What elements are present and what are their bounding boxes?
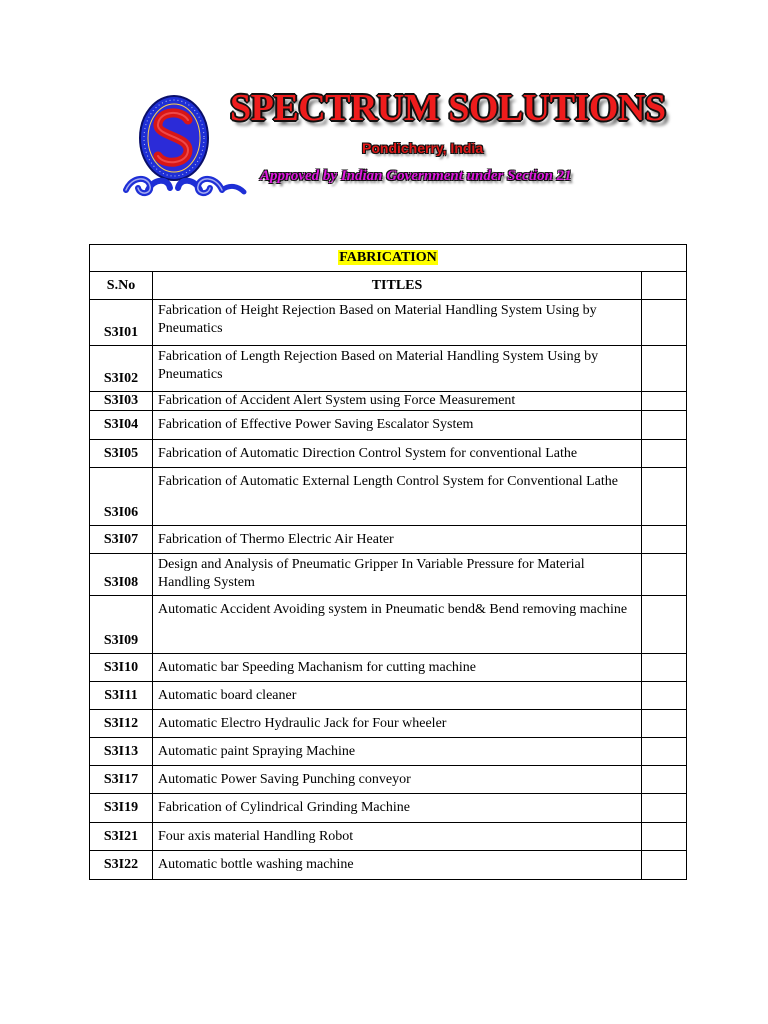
row-title: Fabrication of Length Rejection Based on Material Handling System Using by Pneumatics xyxy=(153,346,642,392)
row-title: Fabrication of Height Rejection Based on Material Handling System Using by Pneumatics xyxy=(153,300,642,346)
table-row xyxy=(90,392,687,411)
table-row xyxy=(90,823,687,851)
row-title: Automatic paint Spraying Machine xyxy=(153,738,642,766)
row-blank-cell xyxy=(642,710,687,738)
row-title: Automatic Power Saving Punching conveyor xyxy=(153,766,642,794)
table-row xyxy=(90,300,687,346)
table-row xyxy=(90,794,687,823)
row-title: Automatic bar Speeding Machanism for cutting machine xyxy=(153,654,642,682)
table-header-row xyxy=(90,272,687,300)
row-blank-cell xyxy=(642,823,687,851)
row-sno: S3I06 xyxy=(90,468,153,526)
table-row xyxy=(90,654,687,682)
row-title: Automatic board cleaner xyxy=(153,682,642,710)
row-sno: S3I03 xyxy=(90,392,153,411)
row-blank-cell xyxy=(642,554,687,596)
column-header-sno: S.No xyxy=(90,272,153,300)
row-title: Fabrication of Effective Power Saving Escalator System xyxy=(153,411,642,440)
row-sno: S3I05 xyxy=(90,440,153,468)
row-blank-cell xyxy=(642,300,687,346)
row-sno: S3I13 xyxy=(90,738,153,766)
row-blank-cell xyxy=(642,682,687,710)
row-sno: S3I21 xyxy=(90,823,153,851)
table-row xyxy=(90,411,687,440)
row-sno: S3I11 xyxy=(90,682,153,710)
table-row xyxy=(90,526,687,554)
row-blank-cell xyxy=(642,411,687,440)
row-title: Fabrication of Accident Alert System using Force Measurement xyxy=(153,392,642,411)
row-sno: S3I01 xyxy=(90,300,153,346)
row-blank-cell xyxy=(642,851,687,880)
row-sno: S3I22 xyxy=(90,851,153,880)
row-blank-cell xyxy=(642,766,687,794)
table-row xyxy=(90,468,687,526)
table-caption-cell xyxy=(90,245,687,272)
letterhead xyxy=(110,82,670,202)
table-row xyxy=(90,682,687,710)
row-blank-cell xyxy=(642,346,687,392)
table-row xyxy=(90,346,687,392)
row-title: Fabrication of Automatic External Length Control System for Conventional Lathe xyxy=(153,468,642,526)
row-blank-cell xyxy=(642,392,687,411)
row-blank-cell xyxy=(642,654,687,682)
row-sno: S3I02 xyxy=(90,346,153,392)
row-sno: S3I17 xyxy=(90,766,153,794)
company-approval: Approved by Indian Government under Section 21 xyxy=(260,168,572,184)
row-sno: S3I10 xyxy=(90,654,153,682)
row-blank-cell xyxy=(642,468,687,526)
projects-table-container xyxy=(89,244,686,880)
row-title: Fabrication of Automatic Direction Control System for conventional Lathe xyxy=(153,440,642,468)
row-sno: S3I08 xyxy=(90,554,153,596)
row-blank-cell xyxy=(642,738,687,766)
projects-table xyxy=(89,244,687,880)
row-blank-cell xyxy=(642,794,687,823)
table-row xyxy=(90,738,687,766)
row-title: Fabrication of Cylindrical Grinding Machine xyxy=(153,794,642,823)
row-sno: S3I12 xyxy=(90,710,153,738)
table-row xyxy=(90,440,687,468)
table-row xyxy=(90,766,687,794)
table-row xyxy=(90,710,687,738)
row-blank-cell xyxy=(642,596,687,654)
company-name: SPECTRUM SOLUTIONS xyxy=(230,87,666,129)
table-row xyxy=(90,596,687,654)
table-caption-row xyxy=(90,245,687,272)
row-sno: S3I19 xyxy=(90,794,153,823)
row-blank-cell xyxy=(642,526,687,554)
column-header-titles: TITLES xyxy=(153,272,642,300)
table-caption: FABRICATION xyxy=(339,250,437,265)
row-title: Fabrication of Thermo Electric Air Heater xyxy=(153,526,642,554)
row-sno: S3I04 xyxy=(90,411,153,440)
row-title: Automatic bottle washing machine xyxy=(153,851,642,880)
row-title: Automatic Accident Avoiding system in Pneumatic bend& Bend removing machine xyxy=(153,596,642,654)
company-location: Pondicherry, India xyxy=(362,140,484,156)
row-blank-cell xyxy=(642,440,687,468)
row-sno: S3I07 xyxy=(90,526,153,554)
row-title: Four axis material Handling Robot xyxy=(153,823,642,851)
table-row xyxy=(90,851,687,880)
row-sno: S3I09 xyxy=(90,596,153,654)
column-header-blank xyxy=(642,272,687,300)
table-row xyxy=(90,554,687,596)
row-title: Design and Analysis of Pneumatic Gripper In Variable Pressure for Material Handling System xyxy=(153,554,642,596)
row-title: Automatic Electro Hydraulic Jack for Four wheeler xyxy=(153,710,642,738)
